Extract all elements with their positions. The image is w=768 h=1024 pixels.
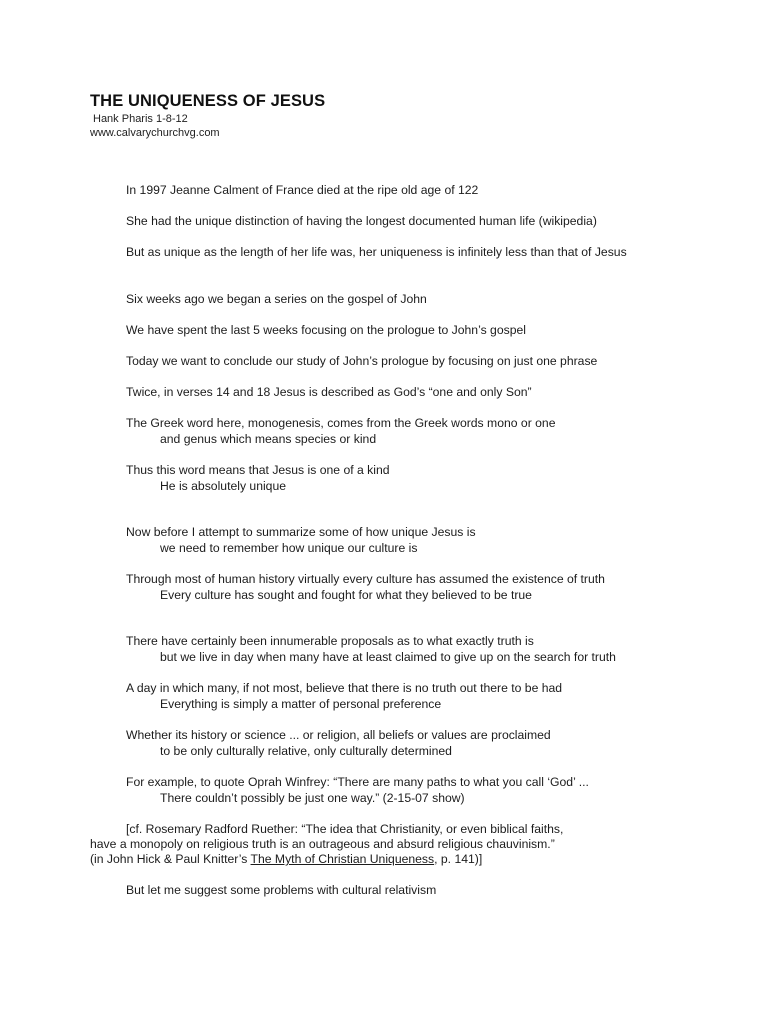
paragraph-personal-preference: Everything is simply a matter of personal preference (160, 697, 442, 711)
paragraph-one-of-a-kind: Thus this word means that Jesus is one of a kind (126, 463, 390, 477)
paragraph-proposals: There have certainly been innumerable proposals as to what exactly truth is (126, 634, 534, 648)
citation-suffix: , p. 141)] (434, 852, 483, 866)
paragraph-prologue-weeks: We have spent the last 5 weeks focusing on the prologue to John’s gospel (126, 323, 526, 337)
paragraph-oprah-quote-cont: There couldn’t possibly be just one way.” (2-15-07 show) (160, 791, 465, 805)
document-title: THE UNIQUENESS OF JESUS (90, 92, 326, 110)
paragraph-citation (90, 852, 482, 867)
paragraph-culturally-relative: to be only culturally relative, only culturally determined (160, 744, 452, 758)
paragraph-oprah-quote: For example, to quote Oprah Winfrey: “There are many paths to what you call ‘God’ ... (126, 775, 589, 789)
paragraph-problems-relativism: But let me suggest some problems with cultural relativism (126, 883, 437, 897)
paragraph-longest-life: She had the unique distinction of having the longest documented human life (wikipedia) (126, 214, 597, 228)
paragraph-series-start: Six weeks ago we began a series on the gospel of John (126, 292, 427, 306)
paragraph-summarize: Now before I attempt to summarize some of how unique Jesus is (126, 525, 476, 539)
author-date: Hank Pharis 1-8-12 (93, 113, 188, 125)
paragraph-our-culture: we need to remember how unique our culture is (160, 541, 418, 555)
paragraph-ruether-quote: [cf. Rosemary Radford Ruether: “The idea that Christianity, or even biblical faiths, (126, 822, 564, 836)
paragraph-verses-14-18: Twice, in verses 14 and 18 Jesus is described as God’s “one and only Son” (126, 385, 532, 399)
paragraph-history-science: Whether its history or science ... or religion, all beliefs or values are proclaimed (126, 728, 551, 742)
paragraph-sought-fought: Every culture has sought and fought for what they believed to be true (160, 588, 532, 602)
book-title: The Myth of Christian Uniqueness (250, 852, 435, 866)
paragraph-conclude-study: Today we want to conclude our study of John’s prologue by focusing on just one phrase (126, 354, 598, 368)
paragraph-give-up: but we live in day when many have at least claimed to give up on the search for truth (160, 650, 616, 664)
paragraph-uniqueness-compare: But as unique as the length of her life was, her uniqueness is infinitely less than that of Jesus (126, 245, 627, 259)
paragraph-absolutely-unique: He is absolutely unique (160, 479, 287, 493)
paragraph-calment-death: In 1997 Jeanne Calment of France died at the ripe old age of 122 (126, 183, 479, 197)
website-url: www.calvarychurchvg.com (90, 127, 220, 139)
paragraph-greek-word-cont: and genus which means species or kind (160, 432, 377, 446)
paragraph-no-truth: A day in which many, if not most, believe that there is no truth out there to be had (126, 681, 563, 695)
citation-prefix: (in John Hick & Paul Knitter’s (90, 852, 251, 866)
paragraph-ruether-quote-cont: have a monopoly on religious truth is an outrageous and absurd religious chauvinism.” (90, 837, 555, 851)
paragraph-human-history: Through most of human history virtually every culture has assumed the existence of truth (126, 572, 605, 586)
paragraph-greek-word: The Greek word here, monogenesis, comes from the Greek words mono or one (126, 416, 556, 430)
